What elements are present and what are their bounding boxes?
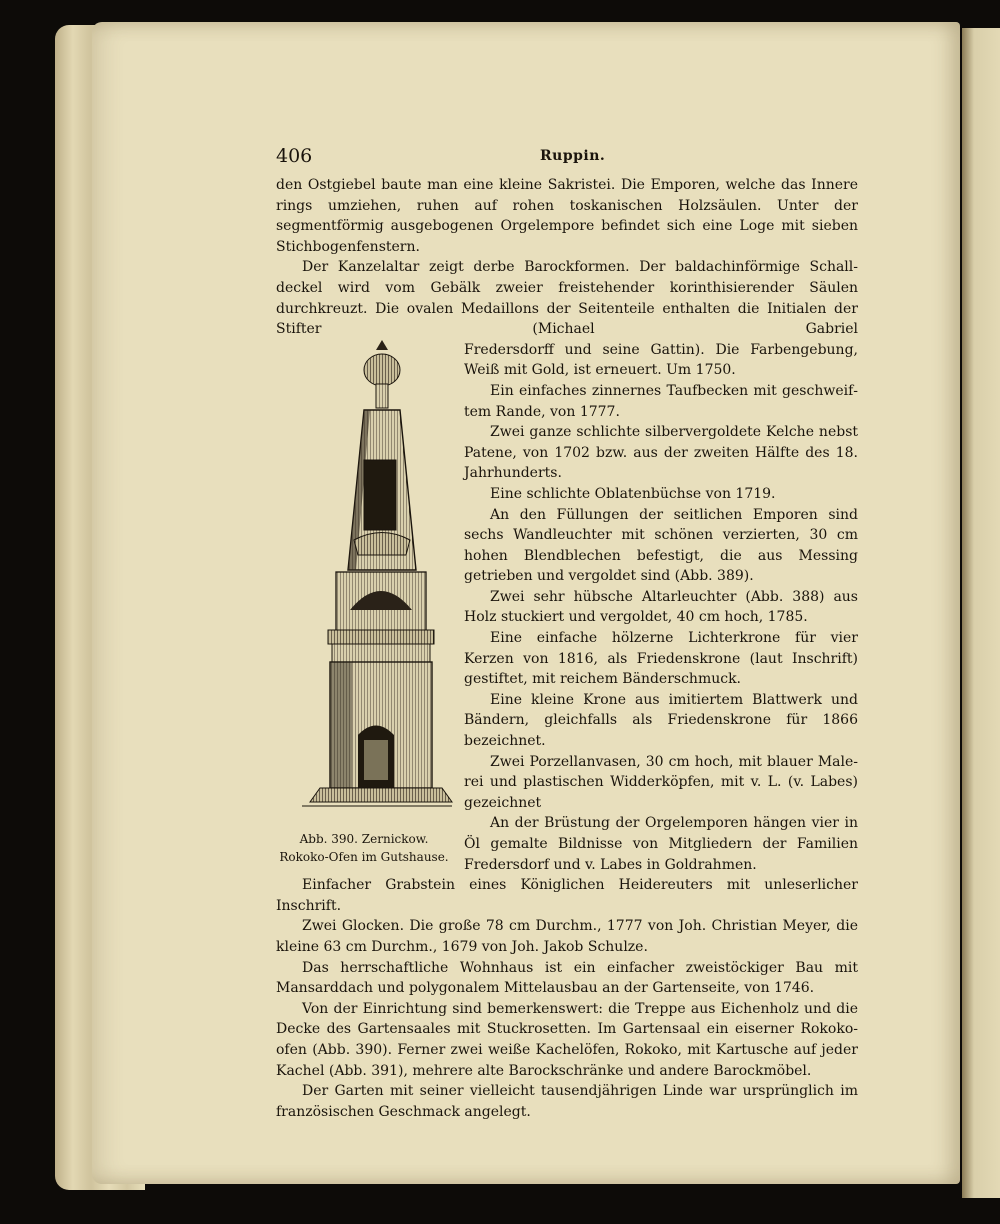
caption-line-2: Rokoko-Ofen im Gutshause. [279, 849, 449, 864]
paragraph-kanzelaltar: Der Kanzelaltar zeigt derbe Barockformen. Der baldachinförmige Schalldeckel wird vom Gebälk zweier freistehender korinthisierender Säulen durchkreuzt. Die ovalen Medaillons der Seitenteile enthalten die Initialen der Stifter (Michael Gabriel [276, 259, 858, 338]
running-head [258, 145, 858, 175]
running-title: Ruppin. [540, 148, 606, 164]
paragraph-glocken: Zwei Glocken. Die große 78 cm Durchm., 1777 von Joh. Christian Meyer, die kleine 63 cm Durchm., 1679 von Joh. Jakob Schulze. [276, 918, 858, 955]
paragraph-porzellanvasen: Zwei Porzellanvasen, 30 cm hoch, mit blauer Malerei und plastischen Widderköpfen, mit v. L. (v. Labes) gezeichnet [464, 753, 858, 811]
paragraph-kelche: Zwei ganze schlichte silbervergoldete Kelche nebst Patene, von 1702 bzw. aus der zweiten Hälfte des 18. Jahrhunderts. [464, 424, 858, 482]
paragraph-oblatenbuechse: Eine schlichte Oblatenbüchse von 1719. [490, 485, 776, 502]
rococo-stove-illustration [292, 340, 454, 808]
facing-page-edge [962, 28, 1000, 1198]
page-number: 406 [276, 145, 313, 167]
paragraph-taufbecken: Ein einfaches zinnernes Taufbecken mit geschweiftem Rande, von 1777. [464, 382, 858, 420]
paragraph-krone: Eine kleine Krone aus imitiertem Blattwerk und Bändern, gleichfalls als Friedenskrone für 1866 bezeichnet. [464, 691, 858, 750]
page-content [258, 145, 858, 1122]
paragraph-altarleuchter: Zwei sehr hübsche Altarleuchter (Abb. 388) aus Holz stuckiert und vergoldet, 40 cm hoch, 1785. [464, 588, 858, 626]
paragraph-grabstein: Einfacher Grabstein eines Königlichen Heidereuters mit unleserlicher Inschrift. [276, 877, 858, 914]
figure-390 [276, 340, 452, 870]
caption-line-1: Abb. 390. Zernickow. [299, 831, 429, 846]
paragraph-wandleuchter: An den Füllungen der seitlichen Emporen sind sechs Wandleuchter mit schönen verzierten, 30 cm hohen Blendblechen befestigt, die aus Messing getrieben und vergoldet sind (Abb. 389). [464, 506, 858, 585]
paragraph-garten: Der Garten mit seiner vielleicht tausendjährigen Linde war ursprünglich im französischen Geschmack angelegt. [276, 1083, 858, 1120]
figure-wrap-area [258, 340, 858, 917]
figure-caption [276, 830, 452, 866]
paragraph-bildnisse: An der Brüstung der Orgelemporen hängen vier in Öl gemalte Bildnisse von Mitgliedern der Familien Fredersdorf und v. Labes in Goldrahmen. [464, 815, 858, 873]
paragraph-farbengebung: Fredersdorff und seine Gattin). Die Farbengebung, Weiß mit Gold, ist erneuert. Um 1750. [464, 341, 858, 379]
paragraph-einrichtung: Von der Einrichtung sind bemerkenswert: die Treppe aus Eichenholz und die Decke des Gartensaales mit Stuckrosetten. Im Gartensaal ein eiserner Rokokoofen (Abb. 390). Ferner zwei weiße Kachelöfen, Rokoko, mit Kartusche auf jeder Kachel (Abb. 391), mehrere alte Barockschränke und andere Barockmöbel. [276, 1000, 858, 1079]
paragraph-sakristei: den Ostgiebel baute man eine kleine Sakristei. Die Emporen, welche das Innere rings umziehen, ruhen auf rohen toskanischen Holzsäulen. Unter der segmentförmig ausgebogenen Orgelempore befindet sich eine Loge mit sieben Stichbogenfenstern. [276, 177, 858, 255]
paragraph-wohnhaus: Das herrschaftliche Wohnhaus ist ein einfacher zweistöckiger Bau mit Mansarddach und polygonalem Mittelausbau an der Gartenseite, von 1746. [276, 959, 858, 997]
paragraph-lichterkrone: Eine einfache hölzerne Lichterkrone für vier Kerzen von 1816, als Friedenskrone (laut Inschrift) gestiftet, mit reichem Bänderschmuck. [464, 630, 858, 688]
